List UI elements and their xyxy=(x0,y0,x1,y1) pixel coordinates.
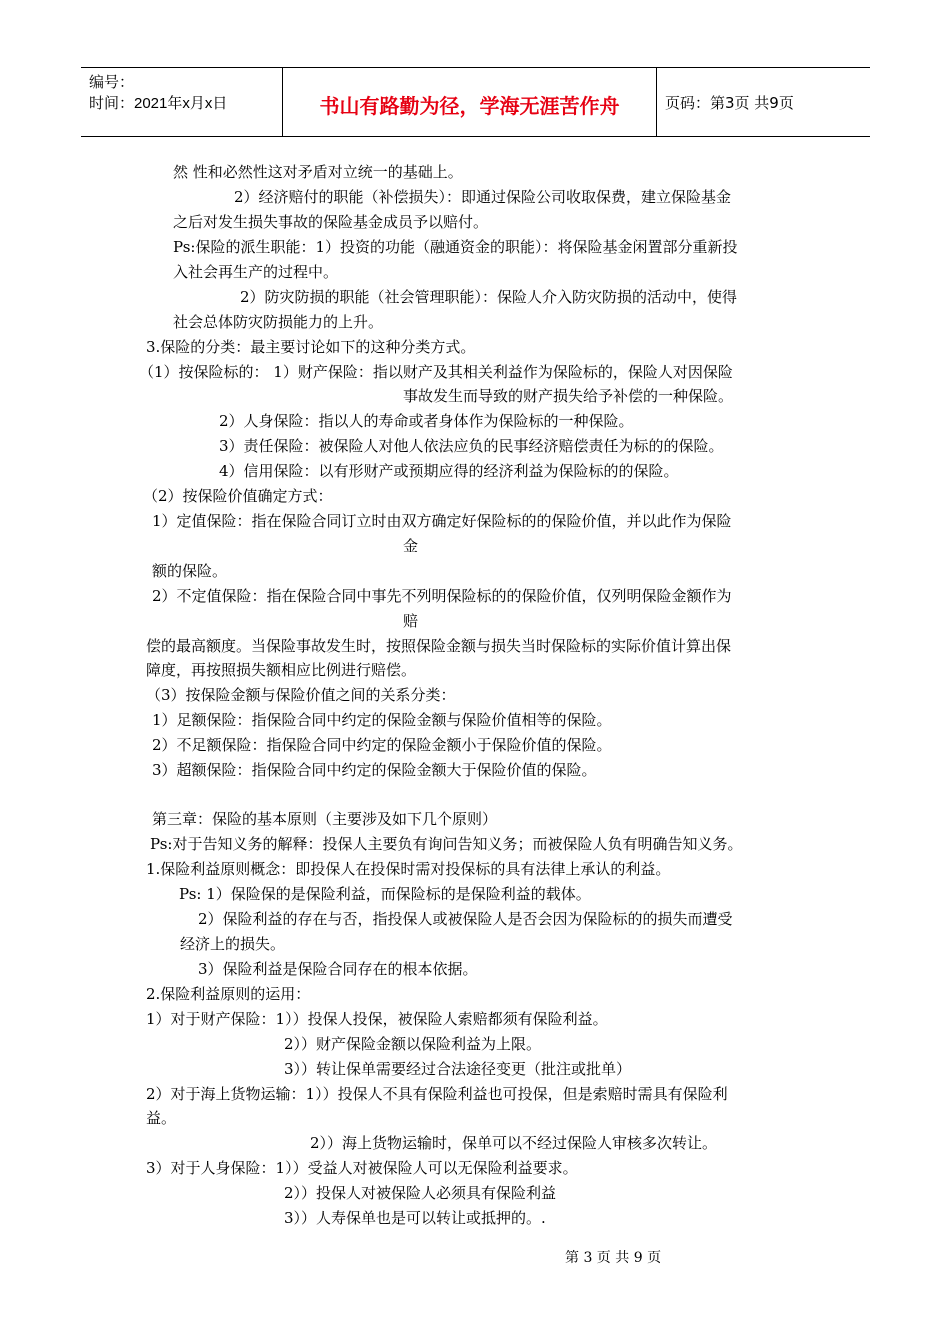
body-line: 2）保险利益的存在与否，指投保人或被保险人是否会因为保险标的的损失而遭受 xyxy=(198,910,733,928)
page-footer: 第 3 页 共 9 页 xyxy=(565,1250,662,1266)
body-line: 3））人寿保单也是可以转让或抵押的。. xyxy=(284,1209,546,1227)
number-label: 编号： xyxy=(89,74,135,91)
body-line: 益。 xyxy=(146,1109,177,1127)
body-line: （1）按保险标的： 1）财产保险：指以财产及其相关利益作为保险标的，保险人对因保险 xyxy=(139,363,733,381)
header-page-number: 页码：第3页 共9页 xyxy=(665,94,794,112)
body-line: 经济上的损失。 xyxy=(180,935,286,953)
body-line: Ps: 1）保险保的是保险利益，而保险标的是保险利益的载体。 xyxy=(179,885,591,903)
body-line: 2）经济赔付的职能（补偿损失）：即通过保险公司收取保费，建立保险基金 xyxy=(234,188,732,206)
body-line: （3）按保险金额与保险价值之间的关系分类： xyxy=(146,686,456,704)
body-line: 金 xyxy=(403,537,419,555)
document-header xyxy=(81,67,870,137)
chapter-heading: 第三章：保险的基本原则（主要涉及如下几个原则） xyxy=(152,810,498,828)
body-line: 3）责任保险：被保险人对他人依法应负的民事经济赔偿责任为标的的保险。 xyxy=(219,437,724,455)
body-line: 3）保险利益是保险合同存在的根本依据。 xyxy=(198,960,478,978)
body-line: 赔 xyxy=(403,612,419,630)
body-line: 2））海上货物运输时，保单可以不经过保险人审核多次转让。 xyxy=(310,1134,718,1152)
body-line: 2）对于海上货物运输：1））投保人不具有保险利益也可投保，但是索赔时需具有保险利 xyxy=(146,1085,728,1103)
body-line: 2）人身保险：指以人的寿命或者身体作为保险标的一种保险。 xyxy=(219,412,634,430)
body-line: 2））财产保险金额以保险利益为上限。 xyxy=(284,1035,542,1053)
body-line: 2）不定值保险：指在保险合同中事先不列明保险标的的保险价值，仅列明保险金额作为 xyxy=(152,587,732,605)
body-line: 之后对发生损失事故的保险基金成员予以赔付。 xyxy=(173,213,489,231)
body-line: 1）足额保险：指保险合同中约定的保险金额与保险价值相等的保险。 xyxy=(152,711,612,729)
body-line: 社会总体防灾防损能力的上升。 xyxy=(173,313,384,331)
body-line: 4）信用保险：以有形财产或预期应得的经济利益为保险标的的保险。 xyxy=(219,462,679,480)
section-heading: 3.保险的分类：最主要讨论如下的这种分类方式。 xyxy=(146,338,476,356)
body-line: 障度，再按照损失额相应比例进行赔偿。 xyxy=(146,661,417,679)
body-line: 3）超额保险：指保险合同中约定的保险金额大于保险价值的保险。 xyxy=(152,761,597,779)
body-line: Ps:保险的派生职能：1）投资的功能（融通资金的职能）：将保险基金闲置部分重新投 xyxy=(173,238,738,256)
body-line: Ps:对于告知义务的解释：投保人主要负有询问告知义务；而被保险人负有明确告知义务。 xyxy=(150,835,743,853)
body-line: 偿的最高额度。当保险事故发生时，按照保险金额与损失当时保险标的实际价值计算出保 xyxy=(146,637,732,655)
body-line: 1）对于财产保险：1））投保人投保，被保险人索赔都须有保险利益。 xyxy=(146,1010,608,1028)
body-line: 1.保险利益原则概念：即投保人在投保时需对投保标的具有法律上承认的利益。 xyxy=(146,860,671,878)
body-line: 3）对于人身保险：1））受益人对被保险人可以无保险利益要求。 xyxy=(146,1159,578,1177)
header-divider xyxy=(656,68,657,136)
body-line: 额的保险。 xyxy=(152,562,228,580)
body-line: 2）防灾防损的职能（社会管理职能）：保险人介入防灾防损的活动中，使得 xyxy=(240,288,738,306)
body-line: 入社会再生产的过程中。 xyxy=(173,263,339,281)
header-meta xyxy=(89,72,227,114)
time-label: 时间：2021年x月x日 xyxy=(89,95,228,112)
body-line: 3））转让保单需要经过合法途径变更（批注或批单） xyxy=(284,1060,632,1078)
body-line: 然 性和必然性这对矛盾对立统一的基础上。 xyxy=(173,163,463,181)
body-line: 2））投保人对被保险人必须具有保险利益 xyxy=(284,1184,557,1202)
body-line: （2）按保险价值确定方式： xyxy=(143,487,333,505)
header-motto: 书山有路勤为径，学海无涯苦作舟 xyxy=(319,94,620,118)
body-line: 2）不足额保险：指保险合同中约定的保险金额小于保险价值的保险。 xyxy=(152,736,612,754)
body-line: 事故发生而导致的财产损失给予补偿的一种保险。 xyxy=(403,387,734,405)
body-line: 2.保险利益原则的运用： xyxy=(146,985,311,1003)
body-line: 1）定值保险：指在保险合同订立时由双方确定好保险标的的保险价值，并以此作为保险 xyxy=(152,512,732,530)
